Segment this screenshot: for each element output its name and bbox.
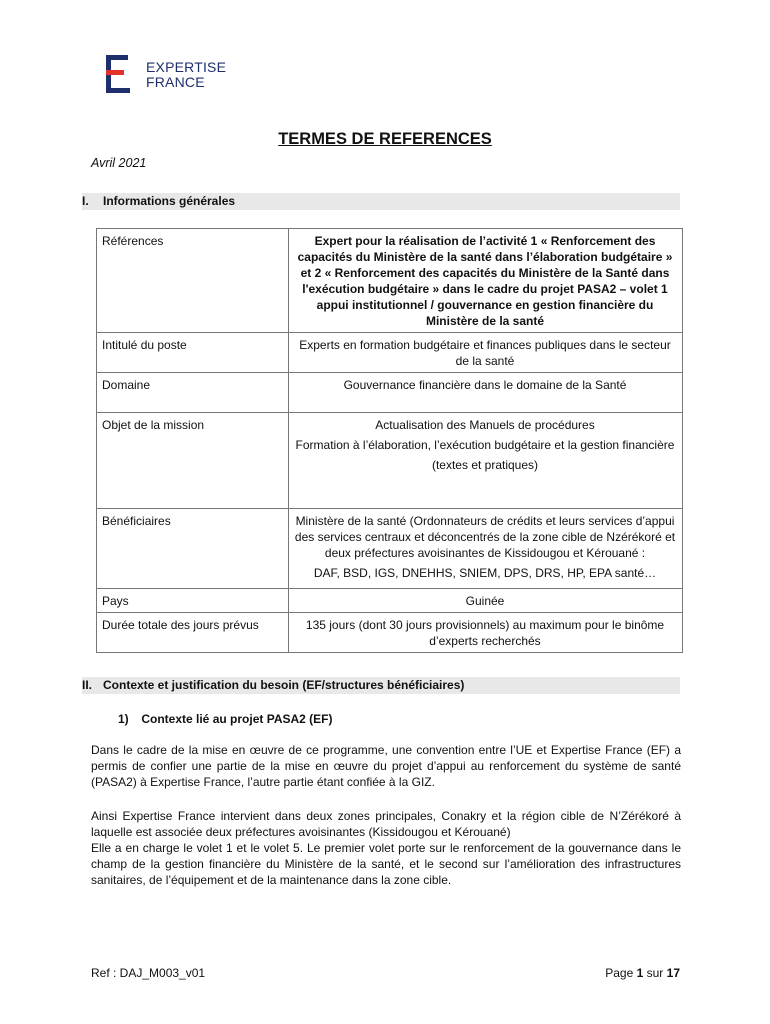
paragraph-1 bbox=[91, 742, 681, 790]
table-value-text: Gouvernance financière dans le domaine de la Santé bbox=[343, 378, 627, 392]
table-key-cell: Références bbox=[97, 229, 289, 333]
information-table bbox=[96, 228, 683, 653]
table-value-cell bbox=[289, 509, 683, 589]
section-heading-2 bbox=[82, 677, 680, 694]
table-key-cell: Bénéficiaires bbox=[97, 509, 289, 589]
table-key-cell: Objet de la mission bbox=[97, 413, 289, 509]
paragraph-text: Dans le cadre de la mise en œuvre de ce programme, une convention entre l’UE et Expertise France (EF) a permis de confier une partie de la mise en œuvre du projet d’appui au renforcement du système de santé (PASA2) à Expertise France, l’autre partie étant confiée à la GIZ. bbox=[91, 743, 681, 789]
table-value-cell bbox=[289, 373, 683, 413]
table-row bbox=[97, 509, 683, 589]
table-value-cell bbox=[289, 229, 683, 333]
paragraph-text: Ainsi Expertise France intervient dans deux zones principales, Conakry et la région cible de N’Zérékoré à laquelle est associée deux préfectures avoisinantes (Kissidougou et Kérouané) bbox=[91, 809, 681, 839]
table-value-cell bbox=[289, 413, 683, 509]
expertise-france-logo-mark bbox=[106, 55, 136, 93]
subsection-number: 1) bbox=[118, 712, 129, 726]
table-value-text: Ministère de la santé (Ordonnateurs de crédits et leurs services d’appui des services centraux et déconcentrés de la zone cible de Nzérékoré et deux préfectures avoisinantes de Kissidougou et Kérouané : bbox=[294, 514, 676, 560]
table-row bbox=[97, 413, 683, 509]
logo-text bbox=[146, 60, 226, 90]
subsection-heading bbox=[118, 712, 332, 726]
paragraph-text: Elle a en charge le volet 1 et le volet 5. Le premier volet porte sur le renforcement de la gouvernance dans le champ de la gestion financière du Ministère de la santé, et le second sur l’amélioration des infrastructures sanitaires, de l’équipement et de la maintenance dans la zone cible. bbox=[91, 841, 681, 887]
table-value-text: Formation à l’élaboration, l’exécution budgétaire et la gestion financière bbox=[295, 438, 675, 452]
page-word: Page bbox=[605, 966, 634, 980]
table-value-cell bbox=[289, 333, 683, 373]
document-title: TERMES DE REFERENCES bbox=[278, 130, 492, 148]
logo-line-2: FRANCE bbox=[146, 74, 205, 90]
table-value-text: Expert pour la réalisation de l’activité 1 « Renforcement des capacités du Ministère de la santé dans l’élaboration budgétaire » et 2 « Renforcement des capacités du Ministère de la Santé dans l'exécution budgétaire » dans le cadre du projet PASA2 – volet 1 appui institutionnel / gouvernance en gestion financière du Ministère de la santé bbox=[297, 234, 673, 328]
table-value-cell bbox=[289, 589, 683, 613]
table-key-cell: Intitulé du poste bbox=[97, 333, 289, 373]
table-key-cell: Durée totale des jours prévus bbox=[97, 613, 289, 653]
table-value-text: Actualisation des Manuels de procédures bbox=[375, 418, 595, 432]
section-label: Contexte et justification du besoin (EF/structures bénéficiaires) bbox=[103, 678, 465, 692]
sur-word: sur bbox=[646, 966, 664, 980]
section-label: Informations générales bbox=[103, 194, 236, 208]
current-page: 1 bbox=[636, 966, 644, 980]
footer-page-number bbox=[605, 966, 680, 980]
table-row bbox=[97, 333, 683, 373]
table-key-cell: Pays bbox=[97, 589, 289, 613]
table-value-text: Experts en formation budgétaire et finances publiques dans le secteur de la santé bbox=[299, 338, 671, 368]
table-row bbox=[97, 613, 683, 653]
table-key-cell: Domaine bbox=[97, 373, 289, 413]
expertise-france-logo bbox=[106, 55, 236, 95]
table-value-text: DAF, BSD, IGS, DNEHHS, SNIEM, DPS, DRS, HP, EPA santé… bbox=[313, 566, 657, 580]
subsection-label: Contexte lié au projet PASA2 (EF) bbox=[141, 712, 333, 726]
table-value-cell bbox=[289, 613, 683, 653]
total-pages: 17 bbox=[666, 966, 680, 980]
section-number: II. bbox=[82, 678, 93, 692]
section-number: I. bbox=[82, 194, 89, 208]
table-row bbox=[97, 229, 683, 333]
table-value-text: (textes et pratiques) bbox=[431, 458, 539, 472]
footer-reference: Ref : DAJ_M003_v01 bbox=[91, 966, 206, 980]
document-date: Avril 2021 bbox=[91, 156, 147, 170]
table-value-text: Guinée bbox=[465, 594, 505, 608]
table-row bbox=[97, 373, 683, 413]
logo-line-1: EXPERTISE bbox=[146, 59, 227, 75]
section-heading-1 bbox=[82, 193, 680, 210]
table-value-text: 135 jours (dont 30 jours provisionnels) au maximum pour le binôme d’experts recherchés bbox=[305, 618, 665, 648]
paragraph-2 bbox=[91, 808, 681, 888]
table-row bbox=[97, 589, 683, 613]
